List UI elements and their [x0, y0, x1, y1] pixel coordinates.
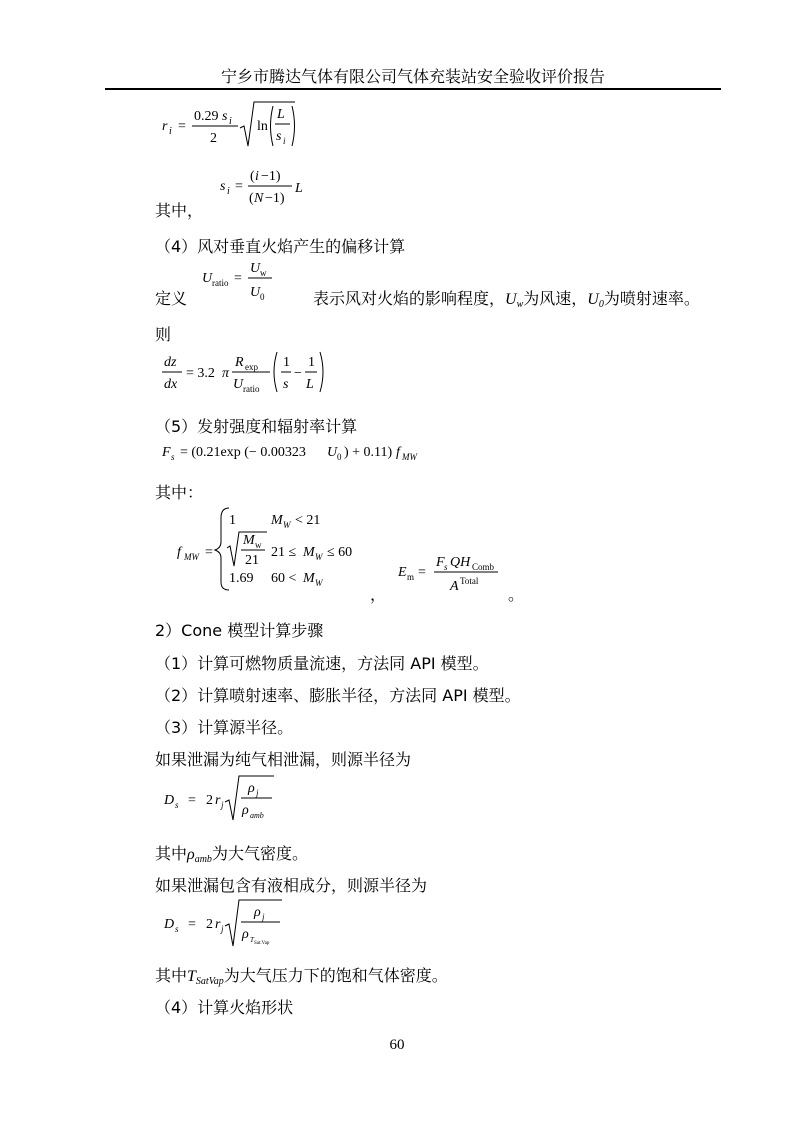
svg-text:π: π — [222, 366, 230, 381]
svg-text:Comb: Comb — [472, 562, 495, 572]
svg-text:j: j — [262, 912, 265, 922]
equation-ds-gas — [162, 774, 282, 828]
rho-sub: amb — [194, 854, 212, 865]
cone-step-4: （4）计算火焰形状 — [155, 998, 294, 1017]
header-rule — [105, 88, 721, 90]
tsat-symbol: T — [187, 968, 196, 985]
svg-text:1: 1 — [308, 355, 315, 370]
svg-text:dz: dz — [164, 355, 177, 370]
page-number: 60 — [389, 1037, 405, 1053]
svg-text:Total: Total — [460, 576, 479, 586]
svg-text:ρ: ρ — [242, 803, 249, 818]
svg-text:2: 2 — [210, 131, 217, 146]
svg-text:w: w — [255, 540, 262, 550]
svg-text:w: w — [260, 268, 267, 278]
pure-gas-text: 如果泄漏为纯气相泄漏，则源半径为 — [155, 750, 412, 769]
svg-text:−: − — [294, 366, 302, 381]
svg-text:−1): −1) — [261, 169, 281, 184]
svg-text:L: L — [277, 107, 285, 122]
svg-text:R: R — [235, 355, 244, 370]
define-suffix: 表示风对火焰的影响程度， — [313, 289, 506, 308]
equation-fs — [160, 438, 430, 468]
svg-text:21: 21 — [245, 553, 259, 568]
svg-text:f: f — [396, 445, 400, 460]
equation-si — [218, 160, 318, 214]
define-mid: 为风速， — [523, 289, 588, 308]
svg-text:F: F — [162, 445, 171, 460]
where-label-1: 其中， — [155, 201, 204, 220]
equation-dzdx — [160, 346, 330, 400]
liquid-phase-text: 如果泄漏包含有液相成分，则源半径为 — [155, 876, 428, 895]
svg-text:ρ: ρ — [248, 781, 255, 796]
svg-text:D: D — [164, 917, 175, 932]
equation-ds-liquid — [162, 898, 292, 956]
svg-text:W: W — [283, 520, 291, 530]
svg-text:amb: amb — [250, 811, 264, 820]
svg-text:E: E — [398, 565, 407, 580]
svg-text:U: U — [250, 285, 261, 300]
svg-text:MW: MW — [402, 452, 417, 462]
rho-amb-text — [155, 841, 308, 865]
cone-step-3: （3）计算源半径。 — [155, 718, 294, 737]
svg-text:2: 2 — [206, 793, 213, 808]
step5-title: （5）发射强度和辐射率计算 — [155, 417, 358, 436]
tsat-sub: SatVap — [195, 976, 224, 987]
rho-prefix: 其中 — [155, 844, 188, 863]
svg-text:r: r — [215, 793, 221, 808]
equation-em — [396, 550, 506, 602]
svg-text:M: M — [271, 513, 283, 528]
define-u0-symbol: U — [587, 291, 599, 308]
svg-text:21 ≤: 21 ≤ — [271, 545, 297, 560]
svg-text:s: s — [444, 562, 448, 572]
step4-title: （4）风对垂直火焰产生的偏移计算 — [155, 237, 406, 256]
svg-text:M: M — [243, 533, 255, 548]
equation-ri — [160, 100, 310, 154]
svg-text:=: = — [235, 179, 243, 194]
svg-text:U: U — [233, 377, 244, 392]
svg-text:ratio: ratio — [212, 278, 229, 288]
svg-text:s: s — [222, 109, 228, 124]
tsat-prefix: 其中 — [155, 966, 188, 985]
page-header: 宁乡市腾达气体有限公司气体充装站安全验收评价报告 — [220, 67, 605, 86]
svg-text:0: 0 — [337, 452, 342, 462]
svg-text:MW: MW — [184, 552, 199, 562]
svg-text:ρ: ρ — [242, 927, 249, 942]
svg-text:=: = — [178, 119, 186, 134]
cone-model-title: 2）Cone 模型计算步骤 — [155, 621, 324, 640]
svg-text:A: A — [450, 579, 459, 594]
svg-text:U: U — [327, 445, 338, 460]
period-end: 。 — [508, 585, 525, 604]
svg-text:L: L — [306, 377, 314, 392]
svg-text:ln: ln — [257, 119, 268, 134]
svg-text:r: r — [162, 119, 168, 134]
svg-text:2: 2 — [206, 917, 213, 932]
svg-text:r: r — [215, 917, 221, 932]
svg-text:j: j — [256, 788, 259, 798]
svg-text:W: W — [315, 578, 323, 588]
svg-text:i: i — [227, 186, 230, 197]
svg-text:=: = — [188, 917, 196, 932]
rho-suffix: 为大气密度。 — [211, 844, 308, 863]
define-end: 为喷射速率。 — [603, 289, 700, 308]
svg-text:Sat.Vap: Sat.Vap — [254, 941, 270, 946]
svg-text:U: U — [250, 261, 261, 276]
tsatvap-text — [155, 963, 448, 987]
svg-text:s: s — [175, 924, 179, 934]
svg-text:s: s — [171, 452, 175, 462]
svg-text:exp: exp — [245, 362, 258, 372]
svg-text:=: = — [418, 565, 426, 580]
svg-text:ρ: ρ — [254, 905, 261, 920]
comma-separator: ， — [370, 585, 387, 604]
svg-text:< 21: < 21 — [295, 513, 321, 528]
svg-text:T: T — [250, 936, 254, 944]
svg-text:m: m — [407, 572, 415, 582]
cone-step-2: （2）计算喷射速率、膨胀半径，方法同 API 模型。 — [155, 686, 521, 705]
svg-text:W: W — [315, 552, 323, 562]
svg-text:s: s — [283, 377, 289, 392]
svg-text:dx: dx — [164, 377, 178, 392]
define-uw-symbol: U — [505, 291, 517, 308]
svg-text:s: s — [276, 129, 282, 144]
svg-text:j: j — [221, 800, 224, 810]
svg-text:i: i — [169, 126, 172, 137]
define-prefix: 定义 — [155, 289, 188, 308]
svg-text:0.29: 0.29 — [194, 109, 219, 124]
svg-text:f: f — [177, 545, 181, 560]
svg-text:i: i — [255, 169, 259, 184]
svg-text:QH: QH — [450, 555, 471, 570]
svg-text:s: s — [175, 800, 179, 810]
svg-text:60 <: 60 < — [271, 571, 297, 586]
svg-text:j: j — [221, 924, 224, 934]
svg-text:=: = — [234, 271, 242, 286]
then-label: 则 — [155, 325, 172, 344]
where-label-2: 其中： — [155, 483, 204, 502]
svg-text:D: D — [164, 793, 175, 808]
svg-text:(: ( — [250, 169, 255, 184]
svg-text:U: U — [202, 271, 213, 286]
svg-text:M: M — [303, 545, 315, 560]
svg-text:(: ( — [249, 191, 254, 206]
define-uw-sub: w — [516, 299, 524, 310]
svg-text:0: 0 — [260, 292, 265, 302]
svg-text:F: F — [436, 555, 445, 570]
define-line — [155, 286, 700, 310]
svg-text:= (0.21exp (− 0.00323: = (0.21exp (− 0.00323 — [180, 445, 306, 460]
rho-symbol: ρ — [187, 846, 195, 863]
svg-text:1: 1 — [229, 513, 236, 528]
equation-fmw — [175, 506, 375, 596]
svg-text:1: 1 — [283, 355, 290, 370]
tsat-suffix: 为大气压力下的饱和气体密度。 — [223, 966, 448, 985]
svg-text:i: i — [283, 136, 286, 146]
svg-text:s: s — [220, 179, 226, 194]
svg-text:≤ 60: ≤ 60 — [327, 545, 353, 560]
svg-text:1.69: 1.69 — [229, 571, 254, 586]
svg-text:) + 0.11): ) + 0.11) — [344, 445, 393, 460]
define-u0-sub: 0 — [598, 299, 604, 310]
svg-text:ratio: ratio — [243, 384, 260, 394]
svg-text:= 3.2: = 3.2 — [186, 366, 215, 381]
svg-text:L: L — [295, 181, 303, 196]
svg-text:M: M — [303, 571, 315, 586]
svg-text:=: = — [205, 545, 213, 560]
svg-text:=: = — [188, 793, 196, 808]
svg-text:i: i — [229, 116, 232, 127]
cone-step-1: （1）计算可燃物质量流速，方法同 API 模型。 — [155, 654, 489, 673]
svg-text:N: N — [254, 191, 264, 206]
svg-text:−1): −1) — [265, 191, 285, 206]
